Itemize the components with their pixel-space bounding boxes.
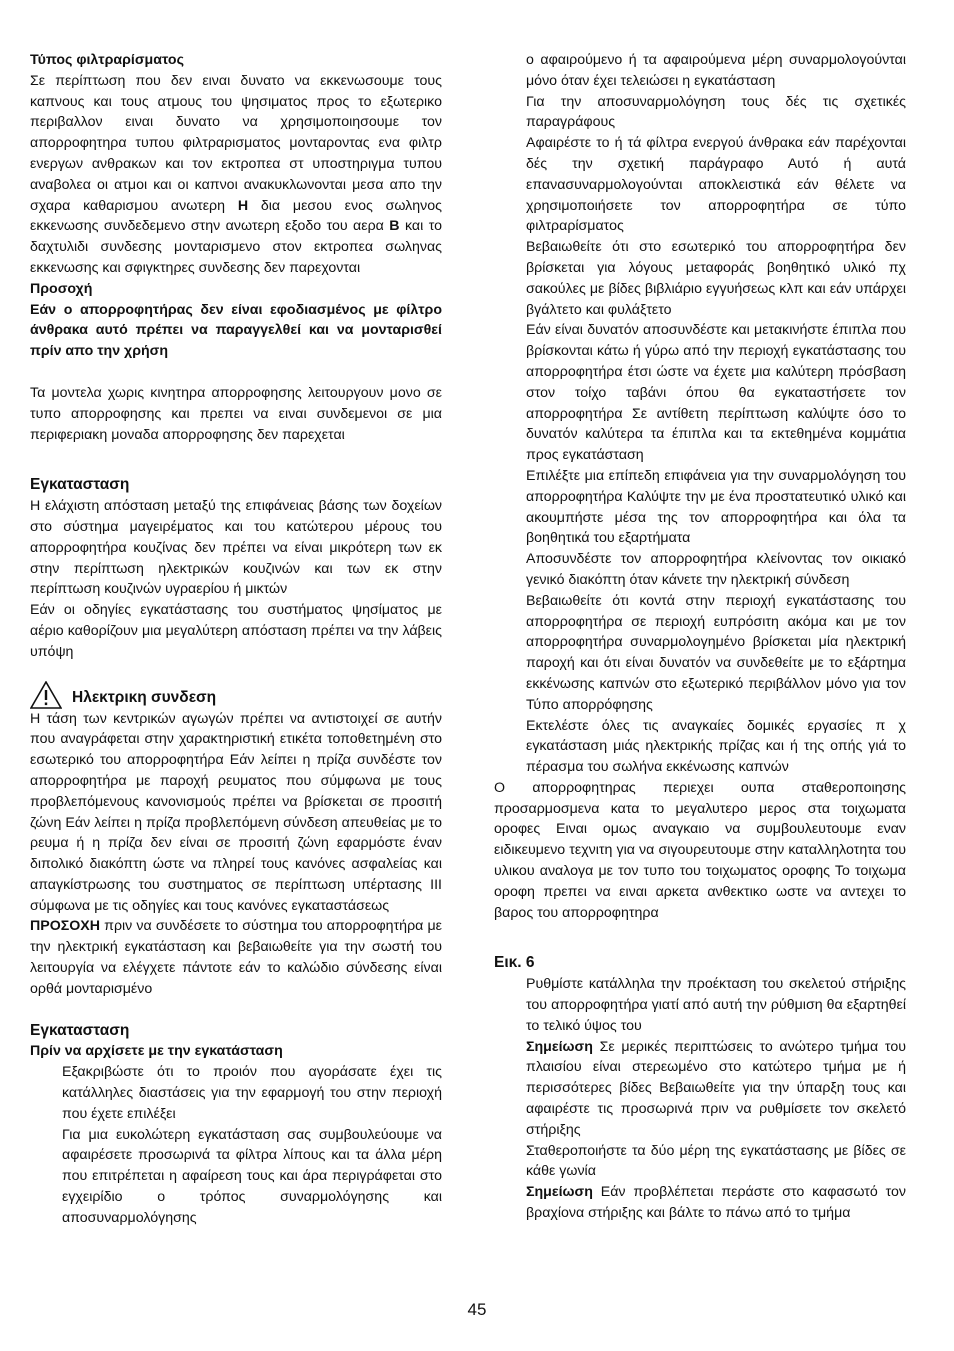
list-item-6: Επιλέξτε μια επίπεδη επιφάνεια για την συναρμολόγηση του απορροφητήρα Καλύψτε την με ένα προστατευτικό υλικό και ακουμπήστε μέσα της τον απορροφητήρα και όλα τα βοηθητικά του εξαρτήματα	[526, 467, 906, 547]
before-install-item-1: Εξακριβώστε ότι το προιόν που αγοράσατε έχει τις κατάλληλες διαστάσεις για την εφαρμογή του στην περιοχή που έχετε επιλέξει	[62, 1064, 442, 1122]
page-number: 45	[467, 1300, 487, 1319]
figure-step-2: Σταθεροποιήστε τα δύο μέρη της εγκατάστασης με βίδες σε κάθε γωνία	[526, 1142, 906, 1180]
label-h: Η	[237, 197, 249, 214]
before-install-item-2: Για μια ευκολώτερη εγκατάσταση σας συμβουλεύουμε να αφαιρέσετε προσωρινά τα φίλτρα λίπους και τα άλλα μέρη που επιτρέπεται η αφαίρεση τους και άρα περιγράφεται στο εγχειρίδιο ο τρόπος συναρμολόγησης και αποσυναρμολόγησης	[62, 1126, 442, 1226]
before-install-heading: Πρίν να αρχίσετε με την εγκατάσταση	[30, 1043, 283, 1060]
install-text-2: Εάν οι οδηγίες εγκατάστασης του συστήματος ψησίματος με αέριο καθορίζουν μια μεγαλύτερη απόσταση πρέπει να την λάβεις υπόψη	[30, 602, 442, 660]
list-item-2: Για την αποσυναρμολόγηση τους δές τις σχετικές παραγράφους	[526, 93, 906, 131]
note-text-1: Σε μερικές περιπτώσεις το ανώτερο τμήμα του πλαισίου είναι στερεωμένο στο κατώτερο τμήμα με ή περισσότερες βίδες Βεβαιωθείτε για την ύπαρξη τους και αφαιρέστε τις προσωρινά πριν να ρυθμίσετε τον σκελετό στήριξης	[526, 1038, 906, 1138]
caution-text: Εάν ο απορροφητήρας δεν είναι εφοδιασμένος με φίλτρο άνθρακα αυτό πρέπει να παραγγελθεί και να μονταρισθεί πρίν απο την χρήση	[30, 301, 442, 360]
filter-type-text: Σε περίπτωση που δεν ειναι δυνατο να εκκενωσουμε τους καπνους και τους ατμους του ψησιματος προς το εξωτερικο περιβαλλον ειναι δυνατο να χρησιμοποιησουμε τον απορροφητηρα τυπου φιλτραρισματος μονταροντας ενα φιλτρ ενεργων ανθρακων και τον εκτροπεα στ υποστηριγμα τυπου αναβολεα οι ατμοι και οι καπνοι ανακυκλωνονται μεσα απο την σχαρα καθαρισμου ανωτερη	[30, 72, 442, 214]
warning-label: ΠΡΟΣΟΧΗ	[30, 918, 101, 935]
figure-note-2	[494, 1182, 906, 1224]
list-item-1: ο αφαιρούμενο ή τα αφαιρούμενα μέρη συναρμολογούνται μόνο όταν έχει τελειώσει η εγκατάσταση	[526, 52, 906, 89]
filter-type-text-3: και το δαχτυλιδι συνδεσης μονταρισμενο στον εκτροπεα σωληνας εκκενωσης και σφιγκτηρες συνδεσης δεν παρεχονται	[30, 218, 442, 276]
left-column	[30, 50, 442, 1229]
warning-icon	[30, 681, 62, 709]
list-item-7: Αποσυνδέστε τον απορροφητήρα κλείνοντας τον οικιακό γενικό διακόπτη όταν κάνετε την ηλεκτρική σύνδεση	[526, 551, 906, 588]
list-item-8: Βεβαιωθείτε ότι κοντά στην περιοχή εγκατάστασης του απορροφητήρα σε περιοχή ευπρόσιτη ακόμα και με τον απορροφητήρα συναρμολογημένο βρίσκεται μία ηλεκτρική παροχή και ότι είναι δυνατόν να συνδεθείτε με το εξάρτημα εκκένωσης καπνών στο εξωτερικό περιβάλλον μόνο για τον Τύπο απορρόφησης	[526, 592, 906, 713]
install-text-1: Η ελάχιστη απόσταση μεταξύ της επιφάνειας βάσης των δοχείων στο σύστημα μαγειρέματος και του κατώτερου μέρους του απορροφητήρα κουζίνας δεν πρέπει να είναι μικρότερη των εκ στην περίπτωση ηλεκτρικών κουζινών και των εκ στην περίπτωση κουζινών υγραερίου ή μικτών	[30, 498, 442, 598]
models-text: Τα μοντελα χωρις κινητηρα απορροφησης λειτουργουν μονο σε τυπο απορροφησης και πρεπει να ειναι συνδεμενοι σε μια περιφεριακη μοναδα απορροφησης δεν παρεχεται	[30, 384, 442, 443]
list-item-3: Αφαιρέστε το ή τά φίλτρα ενεργού άνθρακα εάν παρέχονται δές την σχετική παράγραφο Αυτό ή αυτά επανασυναρμολογούνται αποκλειστικά εάν θέλετε να χρησιμοποιήσετε τον απορροφητήρα σε τύπο φιλτραρίσματος	[526, 135, 906, 235]
caution-heading: Προσοχή	[30, 280, 93, 297]
list-item-9: Εκτελέστε όλες τις αναγκαίες δομικές εργασίες π χ εγκατάσταση μιάς ηλεκτρικής πρίζας και ή της οπής γιά το πέρασμα του σωλήνα εκκένωσης καπνών	[526, 717, 906, 776]
electrical-warning	[30, 916, 442, 999]
install-heading: Εγκατασταση	[30, 476, 130, 494]
list-item-4: Βεβαιωθείτε ότι στο εσωτερικό του απορροφητήρα δεν βρίσκεται για λόγους μεταφοράς βοηθητικό υλικό πχ σακούλες με βίδες βιβλιάριο εγγυήσεως κλπ και εάν υπάρχει βγάλτετο και φυλάξτετο	[526, 239, 906, 318]
figure-step-1: Ρυθμίστε κατάλληλα την προέκταση του σκελετού στήριξης του απορροφητήρα γιατί από αυτή την ρύθμιση θα εξαρτηθεί το τελικό ύψος του	[526, 976, 906, 1034]
ceiling-text: Ο απορροφητηρας περιεχει ουπα σταθεροποιησης προσαρμοσμενα κατα το μεγαλυτερο μερος στα τοιχωματα οροφες Ειναι ομως αναγκαιο να συμβουλευτουμε εναν ειδικευμενο τεχνιτη για να σιγουρευτουμε στην καταλληλοτητα του υλικου αναλογα με τον τυπο του τοιχωματος οροφης Το τοιχωμα οροφη πρεπει να ειναι αρκετα ανθεκτικο ωστε να αντεχει το βαρος του απορροφητηρα	[494, 779, 906, 921]
electrical-heading-row	[30, 681, 442, 709]
electrical-text: Η τάση των κεντρικών αγωγών πρέπει να αντιστοιχεί σε αυτήν που αναγράφεται στην χαρακτηριστική ετικέτα τοποθετημένη στο εσωτερικό του απορροφητήρα Εάν λείπει η πρίζα συνδέστε τον απορροφητήρα με παροχή ρευματος που σύμφωνα με τους προβλεπόμενους κανονισμούς πρέπει να βρίσκεται σε προσιτή ζώνη Εάν λείπει η πρίζα προβλεπόμενη σύνδεση απευθείας με το ρευμα ή η πρίζα δεν είναι σε προσιτή ζώνη εφαρμόστε έναν διπολικό διακόπτη ώστε να πληρεί τους κανόνες ασφαλείας και απαγκίστρωσης του συστηματος σε περίπτωση υπέρτασης ΙΙΙ σύμφωνα με τις οδηγίες και τους κανόνες εγκαταστάσεως	[30, 710, 442, 914]
note-text-2: Εάν προβλέπεται περάστε στο καφασωτό τον βραχίονα στήριξης και βάλτε το πάνω από το τμήμα	[526, 1184, 906, 1222]
filter-type-heading: Τύπος φιλτραρίσματος	[30, 52, 184, 68]
filter-type-paragraph	[30, 71, 442, 279]
figure-note-1	[494, 1037, 906, 1141]
filter-type-text-2: δια μεσου ενος σωληνος εκκενωσης συνδεδεμενο στην ανωτερη εξοδο του αερα	[30, 197, 442, 235]
electrical-heading: Ηλεκτρικη συνδεση	[72, 688, 217, 706]
list-item-5: Εάν είναι δυνατόν αποσυνδέστε και μετακινήστε έπιπλα που βρίσκονται κάτω ή γύρω από την περιοχή εγκατάστασης του απορροφητήρα έτσι ώστε να έχετε μια καλύτερη πρόσβαση στον τοίχο ταβάνι όπου θα εγκαταστήσετε τον απορροφητήρα Σε αντίθετη περίπτωση καλύψτε όσο το δυνατόν καλύτερα τα έπιπλα και τα εκτεθημένα κομμάτια προς εγκατάσταση	[526, 322, 906, 464]
right-column	[494, 50, 906, 1224]
install2-heading: Εγκατασταση	[30, 1021, 130, 1039]
figure-heading: Εικ. 6	[494, 954, 535, 972]
note-label-2: Σημείωση	[526, 1184, 593, 1201]
label-b: Β	[389, 218, 400, 235]
note-label-1: Σημείωση	[526, 1038, 593, 1055]
warning-text: πριν να συνδέσετε το σύστημα του απορροφητήρα με την ηλεκτρική εγκατάσταση και βεβαιωθείτε για την σωστή του λειτουργία να ελέγχετε πάντοτε εάν το καλώδιο σύνδεσης είναι ορθά μονταρισμένο	[30, 918, 442, 997]
